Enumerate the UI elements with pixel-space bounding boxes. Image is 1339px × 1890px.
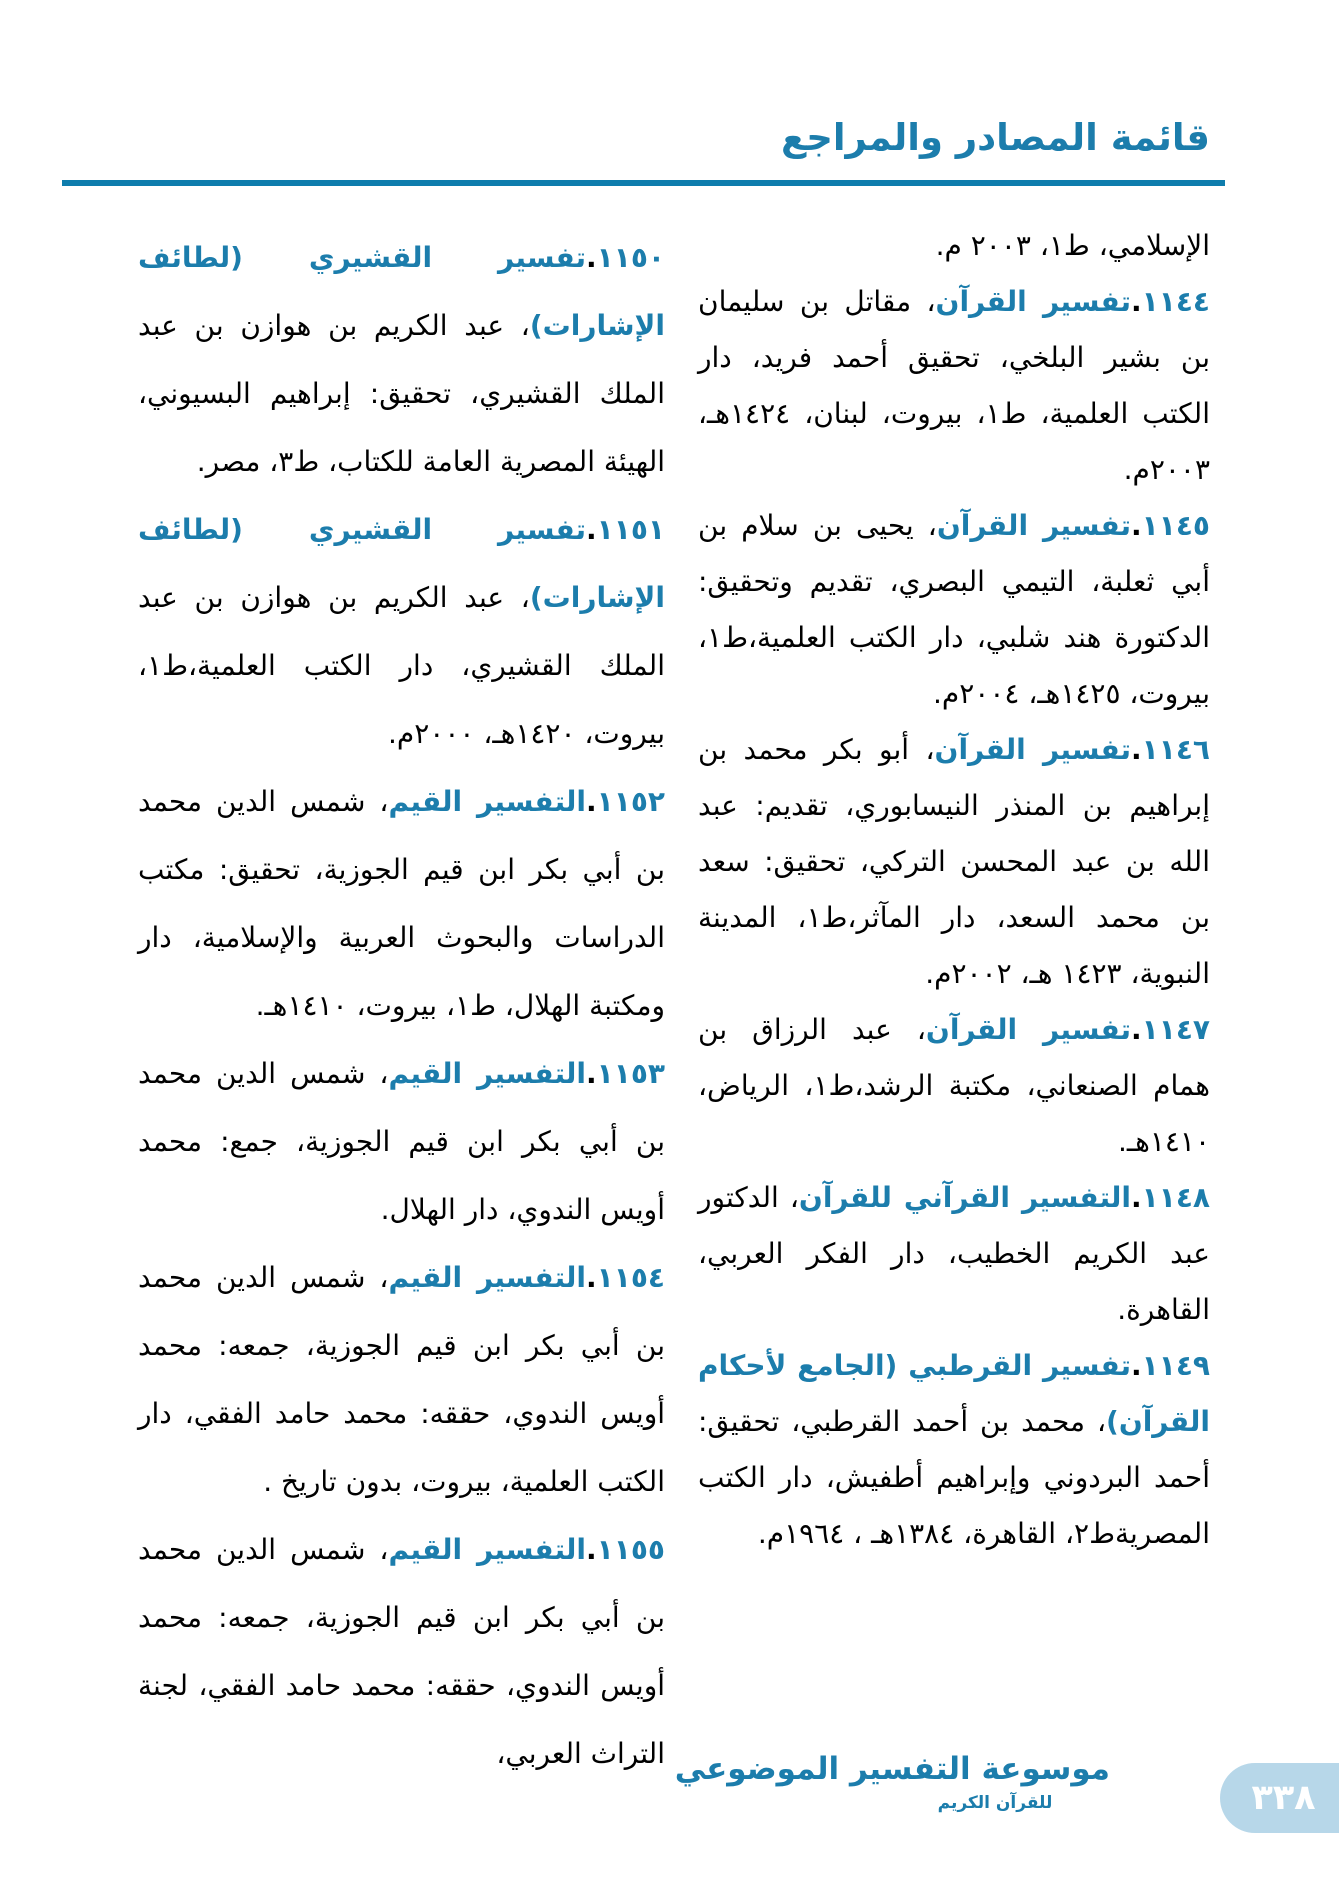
bibliography-entry-1150 (138, 224, 665, 496)
entry-title: تفسير القرآن (935, 285, 1131, 318)
entry-text: ، شمس الدين محمد بن أبي بكر ابن قيم الجوزية، جمعه: محمد أويس الندوي، حققه: محمد حامد الفقي، لجنة التراث العربي، (138, 1533, 665, 1770)
entry-number: ١١٥٤ (596, 1261, 666, 1294)
entry-title: التفسير القيم (388, 1261, 587, 1294)
bibliography-entry-1145 (698, 498, 1210, 722)
page-header-title: قائمة المصادر والمراجع (780, 116, 1210, 159)
entry-title: التفسير القيم (388, 1533, 587, 1566)
entry-number-dot: . (586, 785, 597, 818)
entry-title: تفسير القشيري (لطائف الإشارات) (138, 241, 665, 342)
bibliography-entry-1153 (138, 1040, 665, 1244)
bibliography-entry-1151 (138, 496, 665, 768)
entry-text: ، الدكتور عبد الكريم الخطيب، دار الفكر العربي، القاهرة. (698, 1181, 1210, 1326)
publisher-logo-subtitle: للقرآن الكريم (937, 1792, 1053, 1813)
entry-title: التفسير القرآني للقرآن (798, 1181, 1131, 1214)
entry-number-dot: . (586, 241, 597, 274)
entry-number: ١١٥٠ (596, 241, 665, 274)
entry-number-dot: . (1131, 733, 1142, 766)
publisher-logo (674, 1751, 1110, 1813)
entry-text: ، عبد الرزاق بن همام الصنعاني، مكتبة الرشد،ط١، الرياض، ١٤١٠هـ. (698, 1013, 1210, 1158)
entry-text: ، أبو بكر محمد بن إبراهيم بن المنذر النيسابوري، تقديم: عبد الله بن عبد المحسن التركي، تحقيق: سعد بن محمد السعد، دار المآثر،ط١، المدينة النبوية، ١٤٢٣ هـ، ٢٠٠٢م. (698, 733, 1210, 990)
entry-number: ١١٤٤ (1141, 285, 1210, 318)
column-right (698, 218, 1210, 1562)
entry-continuation: الإسلامي، ط١، ٢٠٠٣ م. (935, 229, 1210, 262)
publisher-logo-title: موسوعة التفسير الموضوعي (674, 1751, 1110, 1787)
entry-title: تفسير القرآن (936, 509, 1132, 542)
entry-number: ١١٤٩ (1141, 1349, 1210, 1382)
bibliography-entry-1155 (138, 1516, 665, 1788)
entry-title: تفسير القرطبي (الجامع لأحكام القرآن) (698, 1349, 1210, 1438)
header-rule (62, 180, 1225, 186)
column-left (138, 224, 665, 1788)
entry-text: ، مقاتل بن سليمان بن بشير البلخي، تحقيق أحمد فريد، دار الكتب العلمية، ط١، بيروت، لبنان، ١٤٢٤هـ، ٢٠٠٣م. (698, 285, 1210, 486)
entry-number-dot: . (1131, 1181, 1142, 1214)
entry-number-dot: . (586, 1261, 597, 1294)
entry-number: ١١٤٦ (1141, 733, 1211, 766)
bibliography-entry-1147 (698, 1002, 1210, 1170)
bibliography-entry-1154 (138, 1244, 665, 1516)
entry-number: ١١٥٢ (596, 785, 666, 818)
entry-number: ١١٤٧ (1141, 1013, 1210, 1046)
page-number-badge (1220, 1763, 1339, 1833)
entry-number: ١١٤٨ (1141, 1181, 1210, 1214)
entry-title: التفسير القيم (388, 1057, 587, 1090)
entry-number-dot: . (586, 513, 597, 546)
page-number: ٣٣٨ (1251, 1778, 1316, 1818)
entry-number-dot: . (1131, 509, 1142, 542)
entry-number-dot: . (1131, 285, 1142, 318)
entry-number: ١١٥٣ (596, 1057, 666, 1090)
bibliography-entry-1144 (698, 274, 1210, 498)
entry-text: ، عبد الكريم بن هوازن بن عبد الملك القشيري، دار الكتب العلمية،ط١، بيروت، ١٤٢٠هـ، ٢٠٠٠م. (138, 581, 665, 750)
entry-text: ، شمس الدين محمد بن أبي بكر ابن قيم الجوزية، جمعه: محمد أويس الندوي، حققه: محمد حامد الفقي، دار الكتب العلمية، بيروت، بدون تاريخ . (138, 1261, 665, 1498)
bibliography-entry-1152 (138, 768, 665, 1040)
entry-number: ١١٥١ (596, 513, 665, 546)
entry-number-dot: . (1131, 1349, 1142, 1382)
entry-title: تفسير القشيري (لطائف الإشارات) (138, 513, 665, 614)
entry-number: ١١٤٥ (1141, 509, 1211, 542)
entry-text: ، عبد الكريم بن هوازن بن عبد الملك القشيري، تحقيق: إبراهيم البسيوني، الهيئة المصرية العامة للكتاب، ط٣، مصر. (138, 309, 665, 478)
entry-title: تفسير القرآن (934, 733, 1132, 766)
entry-number: ١١٥٥ (596, 1533, 666, 1566)
entry-text: ، شمس الدين محمد بن أبي بكر ابن قيم الجوزية، جمع: محمد أويس الندوي، دار الهلال. (138, 1057, 665, 1226)
entry-text: ، محمد بن أحمد القرطبي، تحقيق: أحمد البردوني وإبراهيم أطفيش، دار الكتب المصريةط٢، القاهرة، ١٣٨٤هـ ، ١٩٦٤م. (698, 1405, 1210, 1550)
entry-title: تفسير القرآن (925, 1013, 1131, 1046)
entry-title: التفسير القيم (388, 785, 587, 818)
bibliography-entry-1148 (698, 1170, 1210, 1338)
entry-text: ، شمس الدين محمد بن أبي بكر ابن قيم الجوزية، تحقيق: مكتب الدراسات والبحوث العربية والإسلامية، دار ومكتبة الهلال، ط١، بيروت، ١٤١٠هـ. (138, 785, 665, 1022)
entry-number-dot: . (586, 1057, 597, 1090)
entry-number-dot: . (586, 1533, 597, 1566)
bibliography-entry-1149 (698, 1338, 1210, 1562)
entry-number-dot: . (1131, 1013, 1142, 1046)
bibliography-entry-1146 (698, 722, 1210, 1002)
entry-text: ، يحيى بن سلام بن أبي ثعلبة، التيمي البصري، تقديم وتحقيق: الدكتورة هند شلبي، دار الكتب العلمية،ط١، بيروت، ١٤٢٥هـ، ٢٠٠٤م. (698, 509, 1210, 710)
